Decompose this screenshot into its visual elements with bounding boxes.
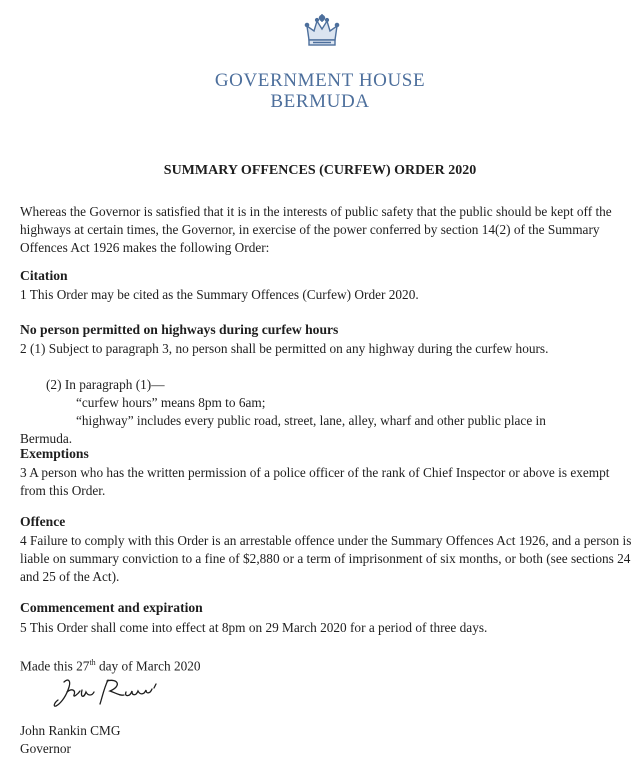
crown-icon — [303, 12, 341, 50]
commencement-heading: Commencement and expiration — [20, 600, 203, 615]
exemptions-heading: Exemptions — [20, 446, 89, 461]
offence-heading: Offence — [20, 514, 66, 529]
preamble-paragraph: Whereas the Governor is satisfied that it is in the interests of public safety that the public should be kept off the highways at certain times, the Governor, in exercise of the power conferred by section 14(2) of the Summary Offences Act 1926 makes the following Order: — [20, 204, 612, 255]
highways-paragraph-2: (2) In paragraph (1)— — [46, 377, 165, 392]
citation-text: 1 This Order may be cited as the Summary Offences (Curfew) Order 2020. — [20, 287, 419, 302]
made-prefix: Made this 27 — [20, 658, 90, 674]
signature-image — [50, 676, 170, 710]
commencement-text: 5 This Order shall come into effect at 8pm on 29 March 2020 for a period of three days. — [20, 620, 488, 635]
exemptions-text: 3 A person who has the written permission of a police officer of the rank of Chief Inspector or above is exempt from this Order. — [20, 465, 610, 498]
highways-paragraph-1: 2 (1) Subject to paragraph 3, no person shall be permitted on any highway during the curfew hours. — [20, 341, 549, 356]
made-suffix: day of March 2020 — [95, 658, 201, 674]
citation-heading: Citation — [20, 268, 68, 283]
offence-text: 4 Failure to comply with this Order is an arrestable offence under the Summary Offences Act 1926, and a person is liable on summary conviction to a fine of $2,880 or a term of imprisonment of six months, or both (see sections 24 and 25 of the Act). — [20, 533, 632, 584]
signatory-name: John Rankin CMG — [20, 723, 121, 738]
made-ordinal: th — [89, 658, 96, 667]
header-line-government-house: GOVERNMENT HOUSE — [214, 70, 426, 91]
definition-highway-cont: Bermuda. — [20, 431, 73, 446]
definition-curfew-hours: “curfew hours” means 8pm to 6am; — [76, 395, 266, 410]
signatory-role: Governor — [20, 741, 71, 756]
header-line-bermuda: BERMUDA — [270, 91, 370, 112]
highways-heading: No person permitted on highways during curfew hours — [20, 322, 339, 337]
made-date-line — [20, 654, 201, 675]
order-title: SUMMARY OFFENCES (CURFEW) ORDER 2020 — [163, 163, 477, 178]
definition-highway: “highway” includes every public road, street, lane, alley, wharf and other public place in — [76, 413, 546, 428]
